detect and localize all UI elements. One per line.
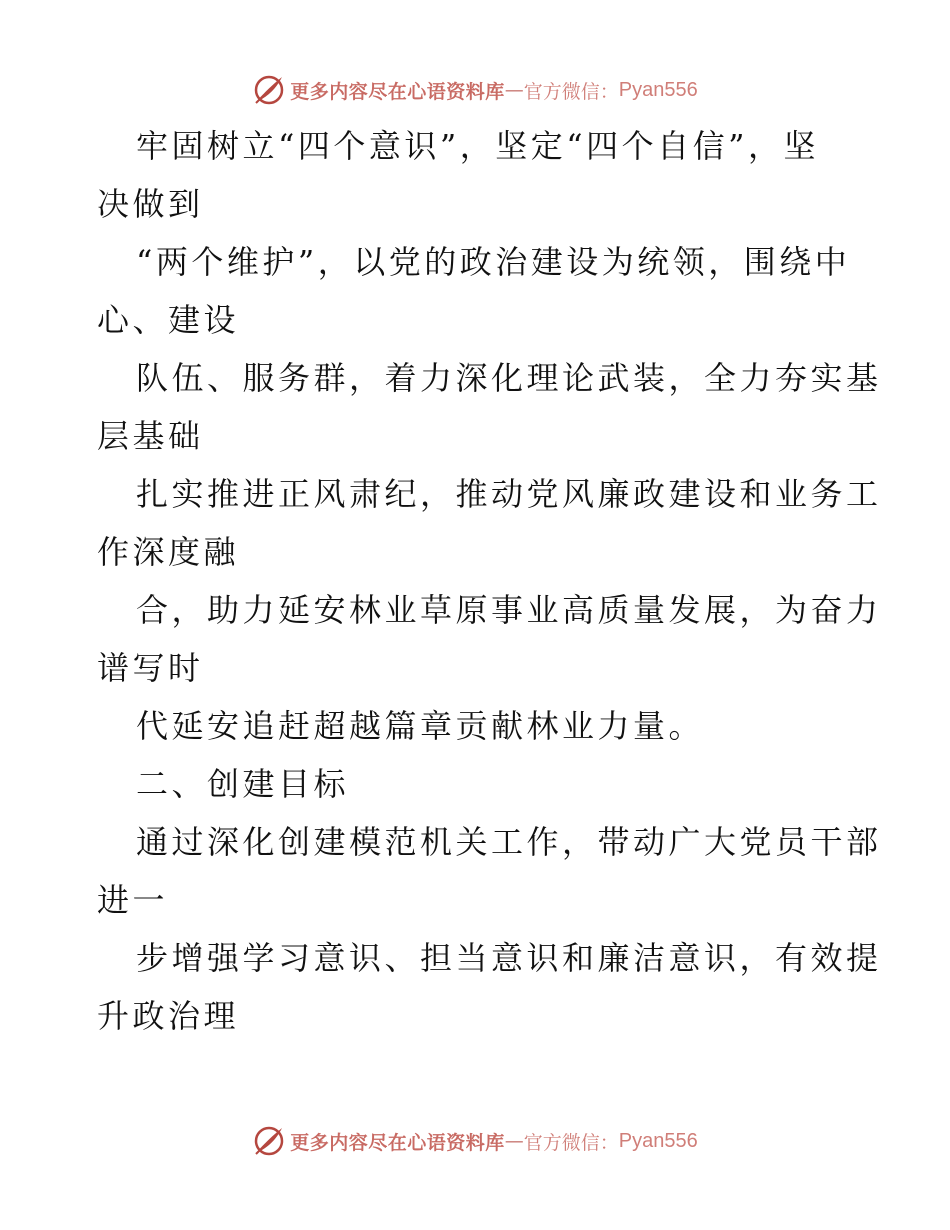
text-line: 队伍、服务群，着力深化理论武装，全力夯实基 [136,359,882,397]
text-line: 决做到 [97,185,204,223]
quill-logo-icon [252,73,286,107]
text-line: 升政治理 [97,997,240,1035]
text-line: 作深度融 [97,533,240,571]
text-line: 扎实推进正风肃纪，推动党风廉政建设和业务工 [136,475,882,513]
footer-watermark-separator: — [504,1130,524,1152]
text-line: “两个维护”，以党的政治建设为统领，围绕中 [136,243,851,281]
document-body [97,117,882,1045]
section-heading: 二、创建目标 [136,765,350,803]
text-line: 层基础 [97,417,204,455]
footer-wechat-label: 官方微信： [523,1131,619,1154]
header-watermark-separator: — [504,79,524,101]
footer-watermark-text: 更多内容尽在心语资料库 [290,1131,505,1154]
text-line: 牢固树立“四个意识”，坚定“四个自信”，坚 [136,127,819,165]
header-watermark-text: 更多内容尽在心语资料库 [290,80,505,103]
text-line: 代延安追赶超越篇章贡献林业力量。 [136,707,705,745]
header-wechat-id: Pyan556 [618,78,698,101]
header-wechat-label: 官方微信： [523,80,619,103]
footer-watermark [0,1121,950,1161]
text-line: 进一 [97,881,169,919]
text-line: 心、建设 [97,301,240,339]
text-line: 合，助力延安林业草原事业高质量发展，为奋力 [136,591,882,629]
text-line: 谱写时 [97,649,204,687]
text-line: 步增强学习意识、担当意识和廉洁意识，有效提 [136,939,882,977]
text-line: 通过深化创建模范机关工作，带动广大党员干部 [136,823,882,861]
header-watermark [0,70,950,110]
quill-logo-icon [252,1124,286,1158]
footer-wechat-id: Pyan556 [618,1129,698,1152]
